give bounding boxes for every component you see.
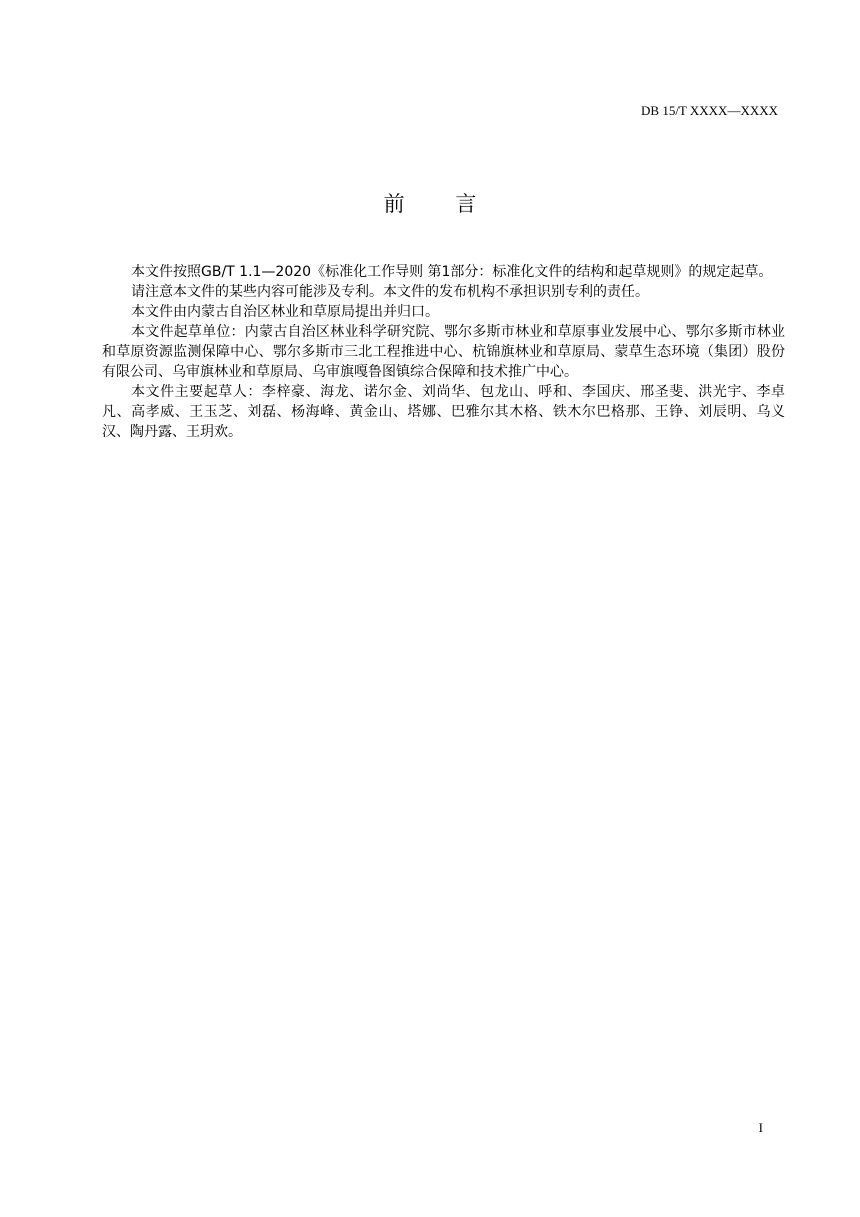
document-code: DB 15/T XXXX—XXXX: [641, 103, 778, 118]
paragraph-drafting-rules: 本文件按照GB/T 1.1—2020《标准化工作导则 第1部分：标准化文件的结构和起草规则》的规定起草。: [131, 264, 773, 280]
foreword-body: [102, 262, 785, 442]
page-title: 前 言: [383, 192, 499, 216]
paragraph-patent-notice: 请注意本文件的某些内容可能涉及专利。本文件的发布机构不承担识别专利的责任。: [131, 284, 649, 300]
page-number: I: [758, 1120, 763, 1135]
paragraph-drafters: 本文件主要起草人：李梓豪、海龙、诺尔金、刘尚华、包龙山、呼和、李国庆、邢圣斐、洪光宇、李卓凡、高孝威、王玉芝、刘磊、杨海峰、黄金山、塔娜、巴雅尔其木格、铁木尔巴格那、王铮、刘辰明、乌义汉、陶丹露、王玥欢。: [102, 384, 785, 440]
paragraph-proposer: 本文件由内蒙古自治区林业和草原局提出并归口。: [131, 304, 439, 320]
paragraph-drafting-units: 本文件起草单位：内蒙古自治区林业科学研究院、鄂尔多斯市林业和草原事业发展中心、鄂尔多斯市林业和草原资源监测保障中心、鄂尔多斯市三北工程推进中心、杭锦旗林业和草原局、蒙草生态环境（集团）股份有限公司、乌审旗林业和草原局、乌审旗嘎鲁图镇综合保障和技术推广中心。: [102, 324, 785, 380]
